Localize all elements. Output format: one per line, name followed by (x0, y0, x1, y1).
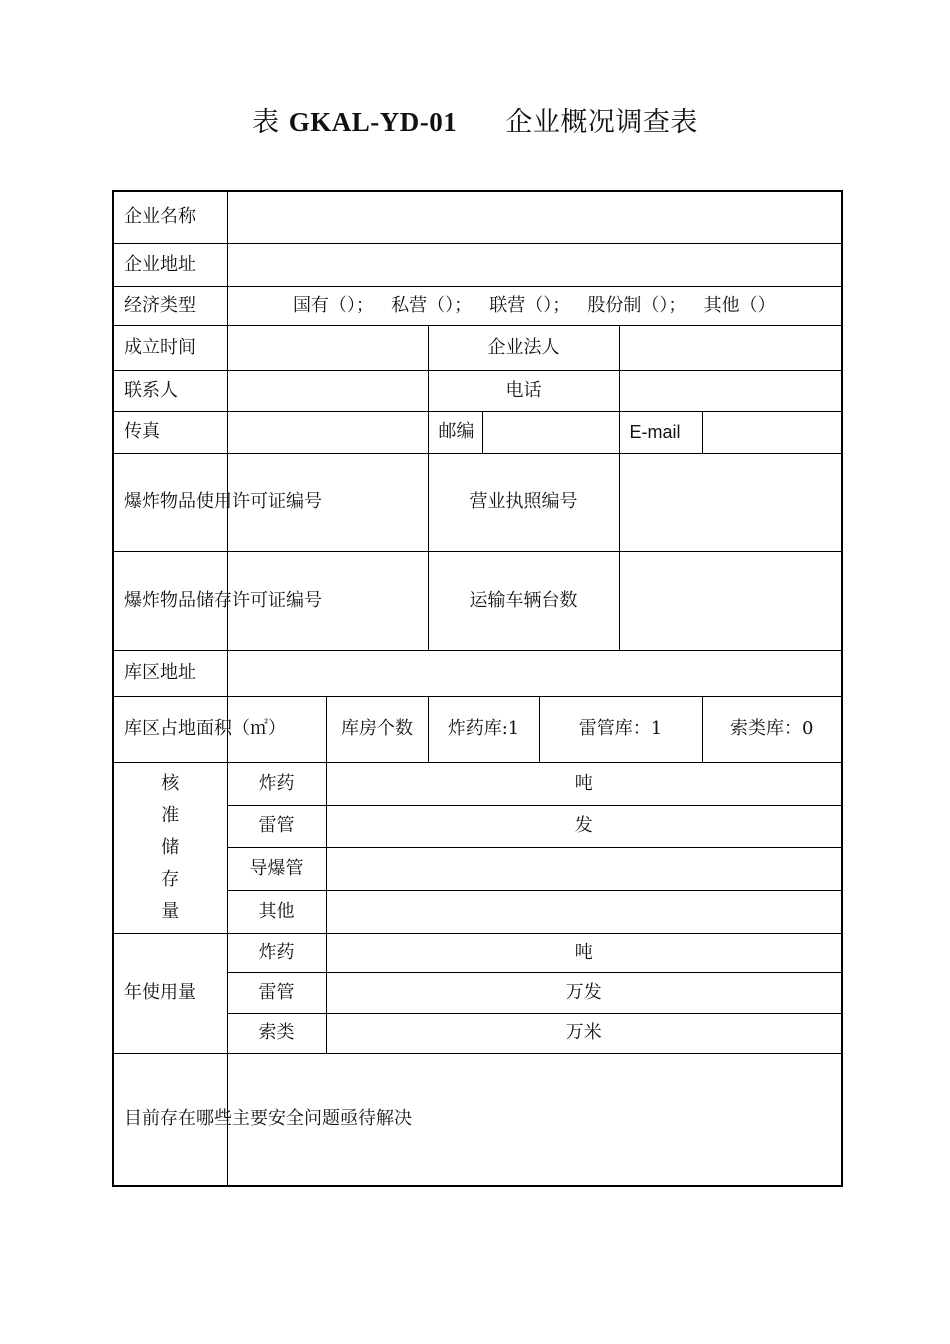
form-code: GKAL-YD-01 (288, 107, 458, 137)
row-safety-issues (113, 1053, 842, 1186)
field-company-name[interactable] (227, 191, 842, 243)
row-storage-area (113, 696, 842, 762)
label-legal-person: 企业法人 (428, 325, 619, 370)
label-use-permit: 爆炸物品使用许可证编号 (113, 453, 227, 551)
field-contact[interactable] (227, 370, 428, 411)
label-storage-area: 库区占地面积（㎡） (113, 696, 227, 762)
label-founded: 成立时间 (113, 325, 227, 370)
title-prefix: 表 (252, 107, 280, 138)
label-warehouse-count: 库房个数 (326, 696, 428, 762)
usage-item-value[interactable]: 万发 (326, 972, 842, 1013)
label-postcode: 邮编 (428, 411, 482, 453)
field-founded[interactable] (227, 325, 428, 370)
field-transport-vehicles[interactable] (619, 551, 842, 650)
explosive-depot-count: 炸药库:1 (428, 696, 539, 762)
form-name: 企业概况调查表 (505, 107, 698, 138)
label-company-name: 企业名称 (113, 191, 227, 243)
detonator-depot-count: 雷管库：1 (539, 696, 702, 762)
field-company-address[interactable] (227, 243, 842, 286)
label-email: E-mail (619, 411, 702, 453)
field-storage-address[interactable] (227, 650, 842, 696)
label-contact: 联系人 (113, 370, 227, 411)
label-economic-type: 经济类型 (113, 286, 227, 325)
row-approved-explosive (113, 762, 842, 805)
row-founded (113, 325, 842, 370)
economic-type-options[interactable]: 国有（）； 私营（）； 联营（）； 股份制（）； 其他（） (227, 286, 842, 325)
approved-item-value[interactable] (326, 890, 842, 933)
row-fax (113, 411, 842, 453)
row-storage-permit (113, 551, 842, 650)
label-annual-usage: 年使用量 (113, 933, 227, 1053)
row-contact (113, 370, 842, 411)
label-storage-permit: 爆炸物品储存许可证编号 (113, 551, 227, 650)
label-safety-issues: 目前存在哪些主要安全问题亟待解决 (113, 1053, 227, 1186)
company-survey-table (112, 190, 843, 1187)
label-transport-vehicles: 运输车辆台数 (428, 551, 619, 650)
field-legal-person[interactable] (619, 325, 842, 370)
usage-item-value[interactable]: 吨 (326, 933, 842, 972)
approved-item-label: 其他 (227, 890, 326, 933)
row-usage-explosive (113, 933, 842, 972)
approved-item-value[interactable]: 发 (326, 805, 842, 847)
row-company-name (113, 191, 842, 243)
field-phone[interactable] (619, 370, 842, 411)
label-phone: 电话 (428, 370, 619, 411)
approved-item-value[interactable]: 吨 (326, 762, 842, 805)
approved-item-label: 炸药 (227, 762, 326, 805)
row-company-address (113, 243, 842, 286)
cable-depot-count: 索类库：0 (702, 696, 842, 762)
label-business-license: 营业执照编号 (428, 453, 619, 551)
row-storage-address (113, 650, 842, 696)
label-company-address: 企业地址 (113, 243, 227, 286)
usage-item-label: 雷管 (227, 972, 326, 1013)
usage-item-value[interactable]: 万米 (326, 1013, 842, 1053)
field-postcode[interactable] (482, 411, 619, 453)
field-email[interactable] (702, 411, 842, 453)
approved-item-label: 导爆管 (227, 847, 326, 890)
field-fax[interactable] (227, 411, 428, 453)
approved-item-label: 雷管 (227, 805, 326, 847)
label-storage-address: 库区地址 (113, 650, 227, 696)
approved-item-value[interactable] (326, 847, 842, 890)
usage-item-label: 炸药 (227, 933, 326, 972)
field-business-license[interactable] (619, 453, 842, 551)
row-economic-type (113, 286, 842, 325)
row-use-permit (113, 453, 842, 551)
label-approved-storage: 核 准 储 存 量 (113, 762, 227, 933)
label-fax: 传真 (113, 411, 227, 453)
page-title (0, 100, 950, 139)
usage-item-label: 索类 (227, 1013, 326, 1053)
